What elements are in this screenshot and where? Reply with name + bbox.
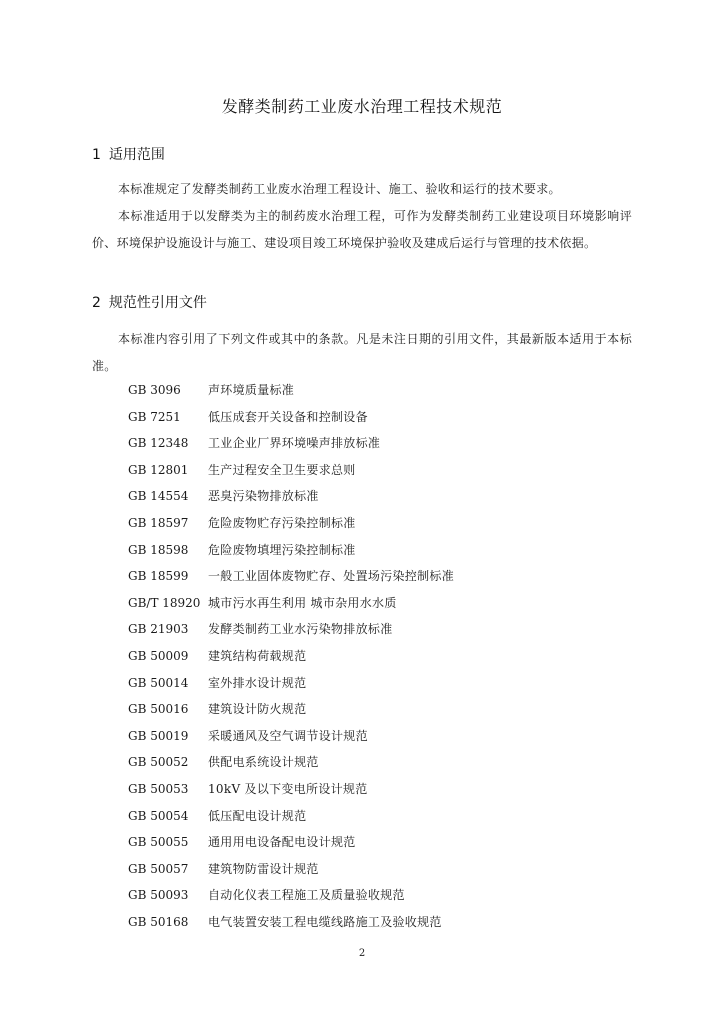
- reference-name: 城市污水再生利用 城市杂用水水质: [208, 596, 397, 610]
- reference-item: [0, 859, 724, 879]
- document-title: 发酵类制药工业废水治理工程技术规范: [221, 97, 503, 116]
- reference-name: 恶臭污染物排放标准: [208, 489, 319, 503]
- section-2-intro: 本标准内容引用了下列文件或其中的条款。凡是未注日期的引用文件，其最新版本适用于本标准。: [92, 332, 632, 373]
- reference-name: 通用用电设备配电设计规范: [208, 835, 356, 849]
- section-1-paragraph-1: 本标准规定了发酵类制药工业废水治理工程设计、施工、验收和运行的技术要求。: [118, 182, 561, 196]
- reference-item: [0, 513, 724, 533]
- reference-item: [0, 593, 724, 613]
- section-2-title: 规范性引用文件: [108, 295, 207, 311]
- reference-name: 低压配电设计规范: [208, 809, 307, 823]
- reference-name: 自动化仪表工程施工及质量验收规范: [208, 888, 405, 902]
- reference-code: GB 18598: [128, 543, 189, 557]
- reference-item: [0, 407, 724, 427]
- reference-code: GB/T 18920: [128, 596, 201, 610]
- reference-item: [0, 726, 724, 746]
- section-1-heading: [92, 144, 165, 164]
- reference-code: GB 50016: [128, 702, 189, 716]
- reference-name: 室外排水设计规范: [208, 676, 307, 690]
- reference-code: GB 50009: [128, 649, 189, 663]
- reference-name: 发酵类制药工业水污染物排放标准: [208, 622, 393, 636]
- reference-item: [0, 646, 724, 666]
- reference-item: [0, 486, 724, 506]
- reference-code: GB 12348: [128, 436, 189, 450]
- page-number: 2: [358, 948, 366, 959]
- reference-code: GB 50055: [128, 835, 189, 849]
- reference-name: 10kV 及以下变电所设计规范: [208, 782, 368, 796]
- reference-item: [0, 566, 724, 586]
- reference-code: GB 50052: [128, 755, 189, 769]
- reference-item: [0, 912, 724, 932]
- section-2-heading: [92, 292, 207, 312]
- reference-name: 危险废物填埋污染控制标准: [208, 543, 356, 557]
- reference-name: 声环境质量标准: [208, 383, 295, 397]
- reference-code: GB 50168: [128, 915, 189, 929]
- reference-item: [0, 885, 724, 905]
- reference-code: GB 50014: [128, 676, 189, 690]
- reference-item: [0, 673, 724, 693]
- section-1-number: 1: [92, 147, 101, 163]
- reference-item: [0, 699, 724, 719]
- reference-code: GB 18599: [128, 569, 189, 583]
- reference-name: 危险废物贮存污染控制标准: [208, 516, 356, 530]
- reference-item: [0, 752, 724, 772]
- reference-item: [0, 619, 724, 639]
- reference-code: GB 3096: [128, 383, 181, 397]
- reference-code: GB 50057: [128, 862, 189, 876]
- section-1-paragraph-2: 本标准适用于以发酵类为主的制药废水治理工程，可作为发酵类制药工业建设项目环境影响评价、环境保护设施设计与施工、建设项目竣工环境保护验收及建成后运行与管理的技术依据。: [92, 209, 632, 250]
- reference-item: [0, 460, 724, 480]
- reference-name: 采暖通风及空气调节设计规范: [208, 729, 368, 743]
- reference-name: 一般工业固体废物贮存、处置场污染控制标准: [208, 569, 455, 583]
- reference-name: 建筑物防雷设计规范: [208, 862, 319, 876]
- reference-code: GB 18597: [128, 516, 189, 530]
- reference-name: 建筑结构荷载规范: [208, 649, 307, 663]
- reference-item: [0, 832, 724, 852]
- reference-code: GB 21903: [128, 622, 189, 636]
- reference-name: 生产过程安全卫生要求总则: [208, 463, 356, 477]
- reference-code: GB 50054: [128, 809, 189, 823]
- reference-code: GB 50019: [128, 729, 189, 743]
- reference-name: 建筑设计防火规范: [208, 702, 307, 716]
- reference-name: 供配电系统设计规范: [208, 755, 319, 769]
- reference-item: [0, 380, 724, 400]
- reference-code: GB 14554: [128, 489, 189, 503]
- reference-name: 电气装置安装工程电缆线路施工及验收规范: [208, 915, 442, 929]
- reference-name: 工业企业厂界环境噪声排放标准: [208, 436, 381, 450]
- reference-item: [0, 806, 724, 826]
- section-1-title: 适用范围: [108, 147, 165, 163]
- reference-item: [0, 433, 724, 453]
- reference-name: 低压成套开关设备和控制设备: [208, 410, 368, 424]
- section-2-number: 2: [92, 295, 101, 311]
- reference-code: GB 50053: [128, 782, 189, 796]
- reference-item: [0, 540, 724, 560]
- reference-item: [0, 779, 724, 799]
- reference-code: GB 12801: [128, 463, 189, 477]
- reference-code: GB 50093: [128, 888, 189, 902]
- reference-code: GB 7251: [128, 410, 181, 424]
